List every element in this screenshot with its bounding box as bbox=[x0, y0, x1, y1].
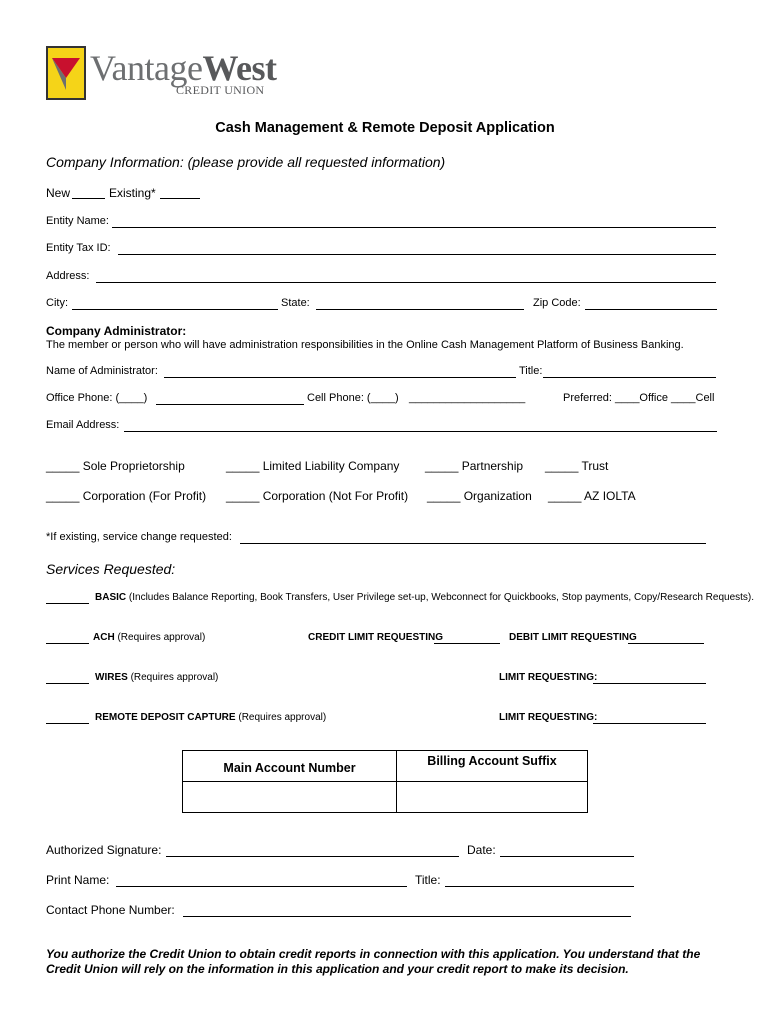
authorized-signature-label: Authorized Signature: bbox=[46, 843, 162, 857]
debit-limit-field[interactable] bbox=[628, 643, 704, 644]
wires-service-name: WIRES bbox=[95, 672, 128, 683]
signature-title-field[interactable] bbox=[445, 886, 634, 887]
preferred-contact[interactable]: Preferred: ____Office ____Cell bbox=[563, 392, 715, 404]
logo-word-west: West bbox=[202, 48, 277, 88]
credit-limit-label: CREDIT LIMIT REQUESTING bbox=[308, 632, 443, 643]
logo-subtitle: CREDIT UNION bbox=[176, 83, 265, 97]
entity-type-corporation-not-for-profit[interactable]: _____ Corporation (Not For Profit) bbox=[226, 489, 409, 503]
services-heading: Services Requested: bbox=[46, 561, 176, 577]
entity-type-partnership[interactable]: _____ Partnership bbox=[425, 459, 524, 473]
zip-field[interactable] bbox=[585, 309, 717, 310]
cell-phone-label: Cell Phone: (____) bbox=[307, 392, 399, 404]
entity-tax-id-label: Entity Tax ID: bbox=[46, 242, 111, 254]
account-table bbox=[182, 750, 588, 813]
basic-service bbox=[95, 592, 754, 603]
email-field[interactable] bbox=[124, 431, 717, 432]
administrator-heading: Company Administrator: bbox=[46, 324, 187, 338]
new-label: New bbox=[46, 186, 71, 200]
service-change-label: *If existing, service change requested: bbox=[46, 531, 232, 543]
existing-label: Existing* bbox=[109, 186, 156, 200]
rdc-checkbox-blank[interactable] bbox=[46, 723, 89, 724]
contact-phone-label: Contact Phone Number: bbox=[46, 903, 175, 917]
email-label: Email Address: bbox=[46, 419, 120, 431]
signature-title-label: Title: bbox=[415, 873, 441, 887]
logo-word-vantage: Vantage bbox=[90, 48, 203, 88]
company-info-heading: Company Information: (please provide all requested information) bbox=[46, 154, 446, 170]
entity-type-corporation-for-profit[interactable]: _____ Corporation (For Profit) bbox=[46, 489, 207, 503]
debit-limit-label: DEBIT LIMIT REQUESTING bbox=[509, 632, 637, 643]
city-label: City: bbox=[46, 297, 68, 309]
rdc-service-name: REMOTE DEPOSIT CAPTURE bbox=[95, 712, 236, 723]
state-field[interactable] bbox=[316, 309, 524, 310]
page-title: Cash Management & Remote Deposit Application bbox=[215, 120, 555, 136]
wires-limit-field[interactable] bbox=[593, 683, 706, 684]
address-label: Address: bbox=[46, 270, 90, 282]
contact-phone-field[interactable] bbox=[183, 916, 631, 917]
rdc-limit-label: LIMIT REQUESTING: bbox=[499, 712, 598, 723]
wires-checkbox-blank[interactable] bbox=[46, 683, 89, 684]
billing-suffix-header: Billing Account Suffix bbox=[397, 751, 588, 782]
logo-mark-icon bbox=[46, 46, 86, 100]
ach-service-name: ACH bbox=[93, 632, 115, 643]
entity-name-label: Entity Name: bbox=[46, 215, 109, 227]
ach-checkbox-blank[interactable] bbox=[46, 643, 89, 644]
administrator-title-field[interactable] bbox=[543, 377, 716, 378]
cell-phone-field[interactable]: ___________________ bbox=[409, 392, 526, 404]
existing-blank[interactable] bbox=[160, 198, 200, 199]
date-field[interactable] bbox=[500, 856, 634, 857]
administrator-description: The member or person who will have administration responsibilities in the Online Cash Management Platform of Business Banking. bbox=[46, 339, 684, 351]
zip-label: Zip Code: bbox=[533, 297, 581, 309]
main-account-header: Main Account Number bbox=[183, 751, 397, 782]
print-name-label: Print Name: bbox=[46, 873, 110, 887]
new-blank[interactable] bbox=[72, 198, 105, 199]
state-label: State: bbox=[281, 297, 310, 309]
authorized-signature-field[interactable] bbox=[166, 856, 459, 857]
entity-type-sole-proprietorship[interactable]: _____ Sole Proprietorship bbox=[46, 459, 185, 473]
office-phone-label: Office Phone: (____) bbox=[46, 392, 148, 404]
entity-type-llc[interactable]: _____ Limited Liability Company bbox=[226, 459, 400, 473]
entity-type-az-iolta[interactable]: _____ AZ IOLTA bbox=[548, 489, 636, 503]
entity-name-field[interactable] bbox=[112, 227, 716, 228]
billing-suffix-cell[interactable] bbox=[397, 782, 588, 813]
rdc-service-desc: (Requires approval) bbox=[238, 712, 327, 723]
ach-service bbox=[93, 632, 205, 643]
rdc-service bbox=[95, 712, 326, 723]
basic-service-name: BASIC bbox=[95, 592, 127, 603]
address-field[interactable] bbox=[96, 282, 716, 283]
entity-tax-id-field[interactable] bbox=[118, 254, 716, 255]
main-account-cell[interactable] bbox=[183, 782, 397, 813]
print-name-field[interactable] bbox=[116, 886, 407, 887]
office-phone-field[interactable] bbox=[156, 404, 304, 405]
city-field[interactable] bbox=[72, 309, 278, 310]
rdc-limit-field[interactable] bbox=[593, 723, 706, 724]
logo-wordmark bbox=[90, 50, 276, 86]
administrator-name-field[interactable] bbox=[164, 377, 516, 378]
authorization-statement: You authorize the Credit Union to obtain credit reports in connection with this application. You understand that the Credit Union will rely on the information in this application and your credit report to make its decision. bbox=[46, 947, 701, 976]
service-change-field[interactable] bbox=[240, 543, 706, 544]
wires-service bbox=[95, 672, 218, 683]
ach-service-desc: (Requires approval) bbox=[117, 632, 206, 643]
basic-service-desc: (Includes Balance Reporting, Book Transfers, User Privilege set-up, Webconnect for Quickbooks, Stop payments, Copy/Research Requests). bbox=[128, 592, 755, 603]
wires-service-desc: (Requires approval) bbox=[130, 672, 219, 683]
administrator-title-label: Title: bbox=[519, 365, 543, 377]
entity-type-trust[interactable]: _____ Trust bbox=[545, 459, 609, 473]
credit-limit-field[interactable] bbox=[434, 643, 500, 644]
basic-checkbox-blank[interactable] bbox=[46, 603, 89, 604]
wires-limit-label: LIMIT REQUESTING: bbox=[499, 672, 598, 683]
administrator-name-label: Name of Administrator: bbox=[46, 365, 158, 377]
entity-type-organization[interactable]: _____ Organization bbox=[427, 489, 532, 503]
date-label: Date: bbox=[467, 843, 496, 857]
